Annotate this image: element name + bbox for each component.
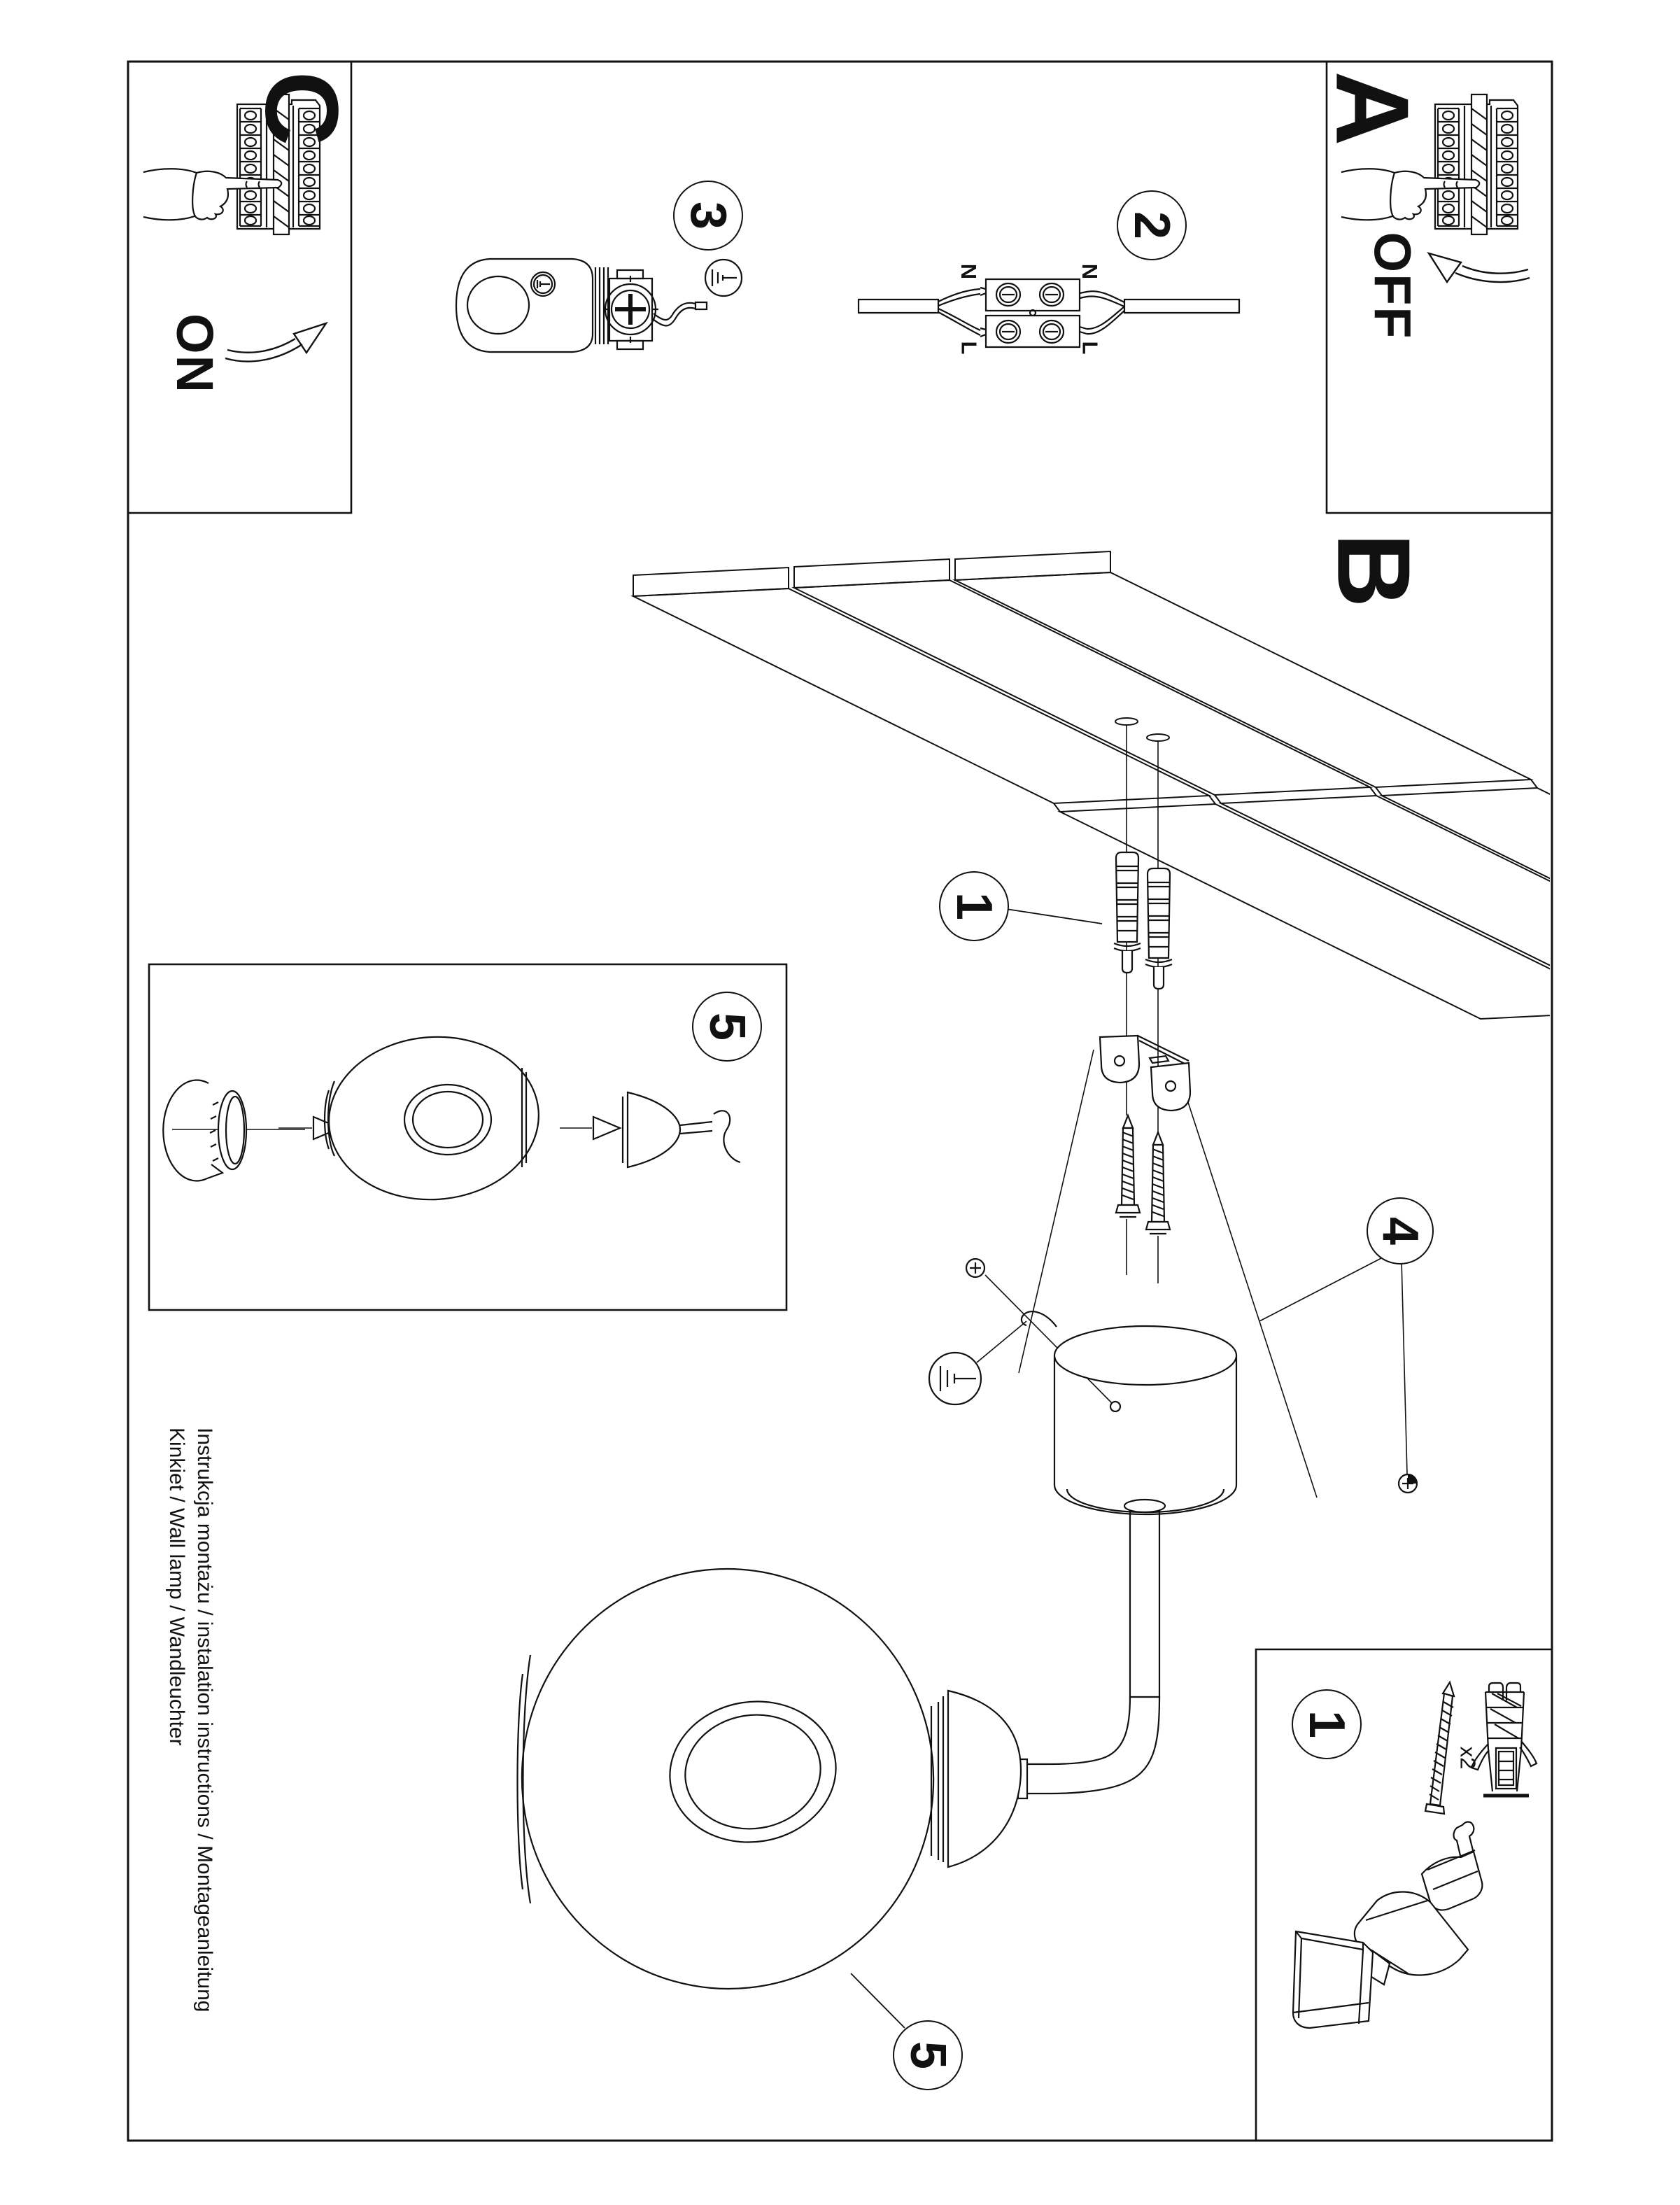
section-label-c: C [243,71,359,146]
drill-holes [1115,718,1169,741]
wire-label-l-left: L [957,341,981,355]
earth-symbol-canopy [929,1353,981,1404]
alignment-lines [977,1050,1407,1498]
mounting-screw-pair [1116,1115,1170,1234]
shade-assembly-drawing [163,1030,740,1206]
terminal-block-drawing [859,279,1239,347]
canopy-fixing-screw-2 [1399,1474,1417,1493]
wire-label-n-left: N [956,263,981,280]
step-badge-5-box: 5 [692,992,762,1062]
wire-label-l-right: L [1078,341,1102,355]
kit-plug-drawing [1471,1683,1537,1796]
step-badge-3: 3 [673,181,743,251]
wire-label-n-right: N [1077,263,1102,280]
canopy-drawing [1022,1311,1236,1699]
title-line-1: Instrukcja montażu / instalation instructions / Montageanleitung [193,1428,216,2013]
section-label-b: B [1315,533,1431,608]
wall-plug-pair [1114,852,1172,989]
quantity-label-x2: x2 [1455,1746,1480,1770]
drill-drawing [1293,1822,1482,2029]
step-badge-4: 4 [1367,1197,1434,1264]
step-badge-2: 2 [1117,190,1187,260]
step-badge-1-kit: 1 [1292,1689,1362,1759]
wall-lamp-drawing [501,1549,1159,2028]
step-badge-1-wall: 1 [939,871,1009,941]
earth-symbol-step3 [705,260,742,296]
document-title [162,1428,218,2103]
section-label-a: A [1313,71,1430,146]
mounting-bracket-drawing [1100,1036,1190,1111]
off-label: OFF [1363,232,1422,339]
title-line-2: Kinkiet / Wall lamp / Wandleuchter [165,1428,188,1746]
step1-leader-line [1006,909,1102,924]
on-label: ON [165,313,224,394]
lamp-holder-drawing [456,259,707,352]
step-badge-5-lamp: 5 [893,2020,963,2090]
canopy-fixing-screw [966,1259,984,1277]
